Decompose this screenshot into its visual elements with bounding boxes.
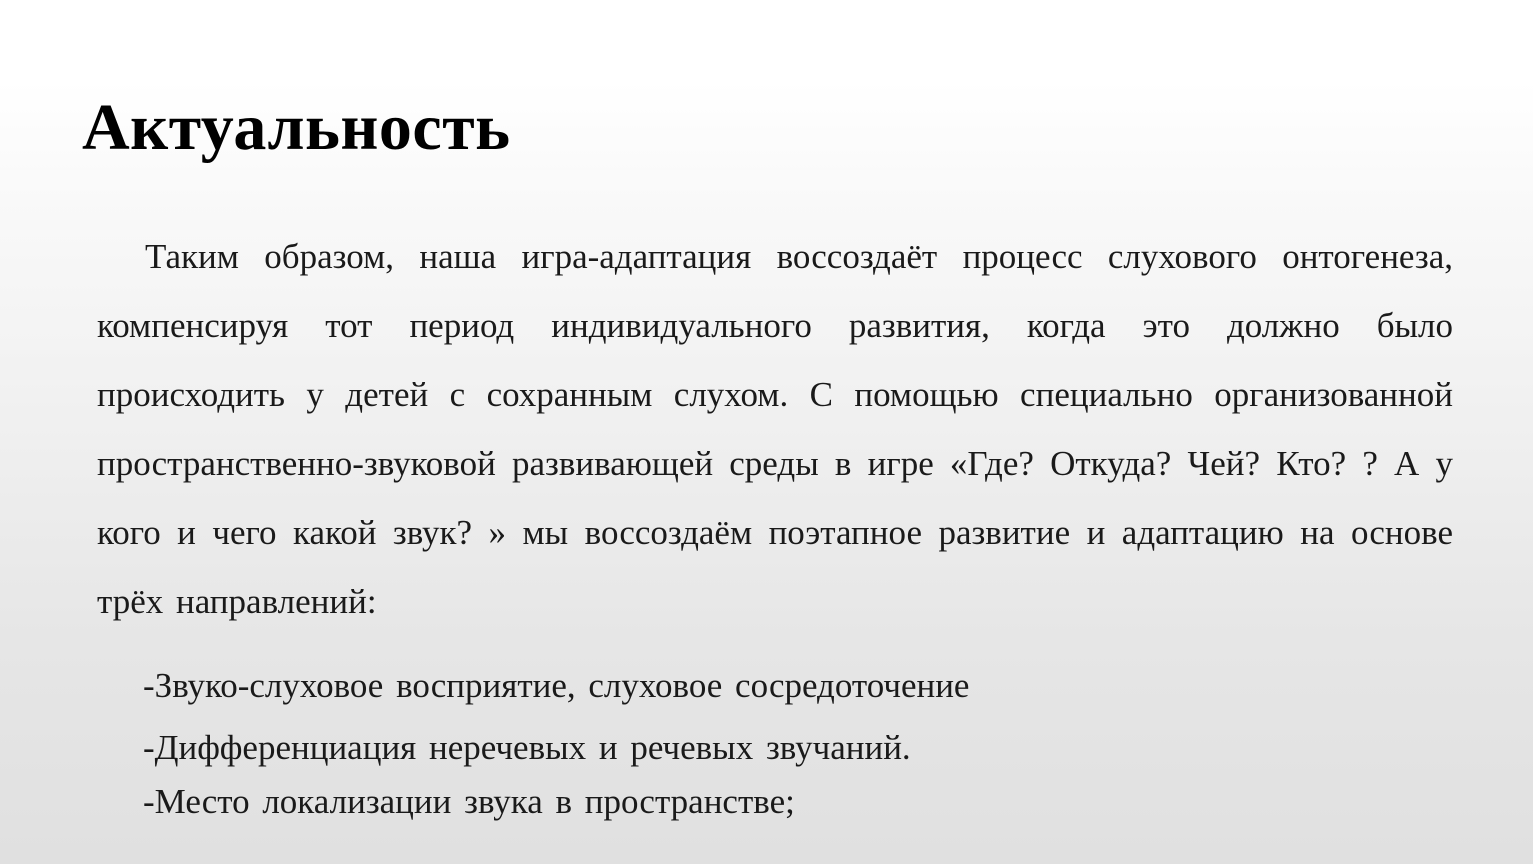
directions-list [143,654,969,824]
list-item: -Звуко-слуховое восприятие, слуховое сосредоточение [143,666,970,705]
list-item: -Место локализации звука в пространстве; [143,782,795,821]
list-item: -Дифференциация неречевых и речевых звучаний. [143,728,911,767]
slide-title: Актуальность [82,91,511,164]
body-paragraph: Таким образом, наша игра-адаптация воссоздаёт процесс слухового онтогенеза, компенсируя тот период индивидуального развития, когда это должно было происходить у детей с сохранным слухом. С помощью специально организованной пространственно-звуковой развивающей среды в игре «Где? Откуда? Чей? Кто? ? А у кого и чего какой звук? » мы воссоздаём поэтапное развитие и адаптацию на основе трёх направлений: [97,237,1453,621]
